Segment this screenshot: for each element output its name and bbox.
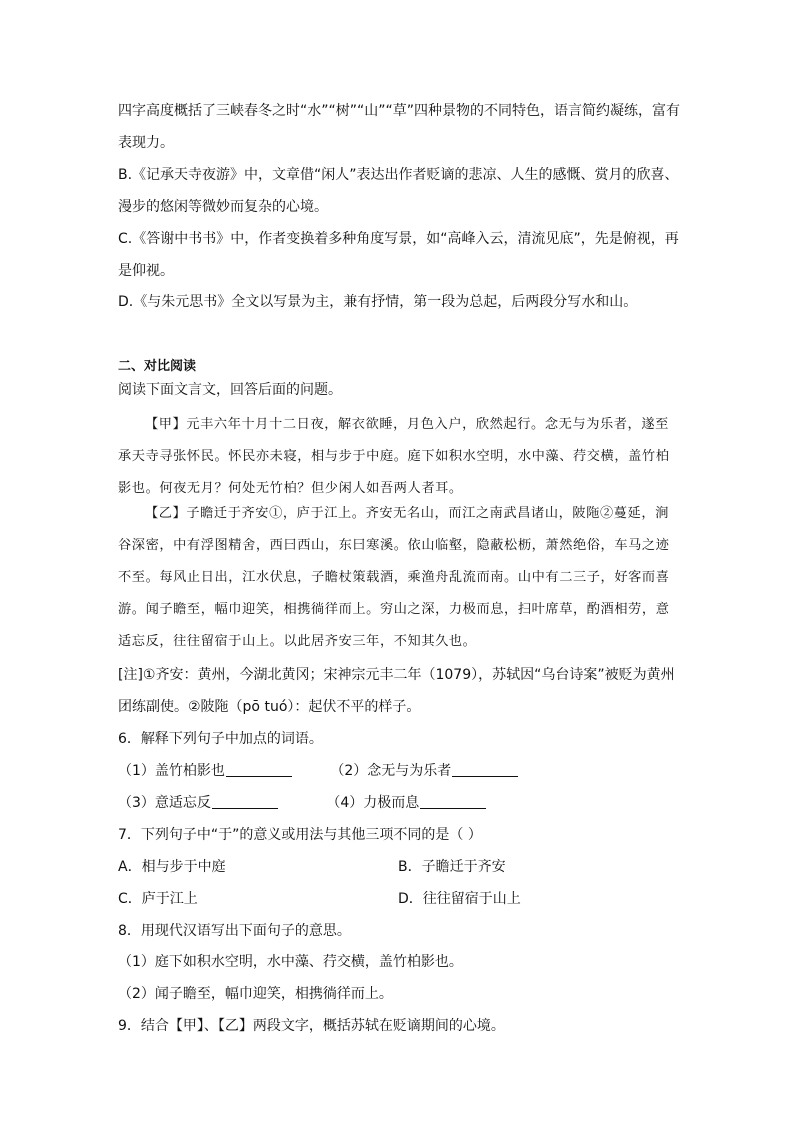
q7-option-a[interactable]: A．相与步于中庭 [118, 859, 226, 875]
question-6-row-2 [118, 793, 486, 813]
section1-line-1: 四字高度概括了三峡春冬之时“水”“树”“山”“草”四种景物的不同特色，语言简约凝练，富有 [118, 103, 681, 119]
notes-line-2: 团练副使。②陂陁（pō tuó）：起伏不平的样子。 [118, 699, 421, 715]
q6-item-3: （3）意适忘反 [118, 795, 211, 811]
question-6-row-1 [118, 761, 518, 781]
q6-item-4: （4）力极而息 [326, 795, 420, 811]
q6-item-1: （1）盖竹柏影也 [118, 763, 225, 779]
passage-yi-line-3: 不至。每风止日出，江水伏息，子瞻杖策载酒，乘渔舟乱流而南。山中有二三子，好客而喜 [118, 570, 670, 585]
answer-blank-3[interactable] [212, 794, 278, 809]
option-c-line-2: 是仰视。 [118, 263, 174, 279]
option-d-line: D.《与朱元思书》全文以写景为主，兼有抒情，第一段为总起，后两段分写水和山。 [118, 294, 638, 310]
passage-jia-line-3: 影也。何夜无月？何处无竹柏？但少闲人如吾两人者耳。 [118, 481, 463, 496]
passage-yi-line-2: 谷深密，中有浮图精舍，西曰西山，东曰寒溪。依山临壑，隐蔽松枥，萧然绝俗，车马之迹 [118, 538, 670, 553]
answer-blank-2[interactable] [452, 762, 518, 777]
question-7-row-2 [118, 889, 521, 909]
q7-option-b[interactable]: B．子瞻迁于齐安 [398, 859, 506, 875]
answer-blank-1[interactable] [226, 762, 292, 777]
passage-jia-line-2: 承天寺寻张怀民。怀民亦未寝，相与步于中庭。庭下如积水空明，水中藻、荇交横，盖竹柏 [118, 449, 670, 464]
q7-option-d[interactable]: D．往往留宿于山上 [398, 891, 521, 907]
question-7-stem: 7．下列句子中“于”的意义或用法与其他三项不同的是（ ） [118, 827, 482, 843]
option-c-line-1: C.《答谢中书书》中，作者变换着多种角度写景，如“高峰入云，清流见底”，先是俯视，再 [118, 231, 679, 247]
passage-yi-line-4: 游。闻子瞻至，幅巾迎笑，相携徜徉而上。穷山之深，力极而息，扫叶席草，酌酒相劳，意 [118, 602, 670, 617]
section2-intro: 阅读下面文言文，回答后面的问题。 [118, 382, 342, 398]
section1-line-2: 表现力。 [118, 135, 174, 151]
option-b-line-1: B.《记承天寺夜游》中，文章借“闲人”表达出作者贬谪的悲凉、人生的感慨、赏月的欣喜、 [118, 167, 679, 183]
passage-jia-line-1: 【甲】元丰六年十月十二日夜，解衣欲睡，月色入户，欣然起行。念无与为乐者，遂至 [145, 417, 669, 432]
passage-yi-line-1: 【乙】子瞻迁于齐安①，庐于江上。齐安无名山，而江之南武昌诸山，陂陁②蔓延，涧 [145, 506, 669, 521]
question-8-item-2: （2）闻子瞻至，幅巾迎笑，相携徜徉而上。 [118, 986, 393, 1002]
q7-option-c[interactable]: C．庐于江上 [118, 891, 198, 907]
option-b-line-2: 漫步的悠闲等微妙而复杂的心境。 [118, 199, 328, 215]
notes-line-1: [注]①齐安：黄州，今湖北黄冈；宋神宗元丰二年（1079），苏轼因“乌台诗案”被贬为黄州 [118, 667, 675, 683]
question-6-stem: 6．解释下列句子中加点的词语。 [118, 731, 323, 747]
section2-heading: 二、对比阅读 [118, 359, 197, 374]
question-8-item-1: （1）庭下如积水空明，水中藻、荇交横，盖竹柏影也。 [118, 954, 463, 970]
q6-item-2: （2）念无与为乐者 [330, 763, 452, 779]
passage-yi-line-5: 适忘反，往往留宿于山上。以此居齐安三年，不知其久也。 [118, 634, 477, 649]
question-8-stem: 8．用现代汉语写出下面句子的意思。 [118, 923, 351, 939]
question-7-row-1 [118, 857, 506, 877]
answer-blank-4[interactable] [420, 794, 486, 809]
question-9-stem: 9．结合【甲】、【乙】两段文字，概括苏轼在贬谪期间的心境。 [118, 1018, 505, 1034]
